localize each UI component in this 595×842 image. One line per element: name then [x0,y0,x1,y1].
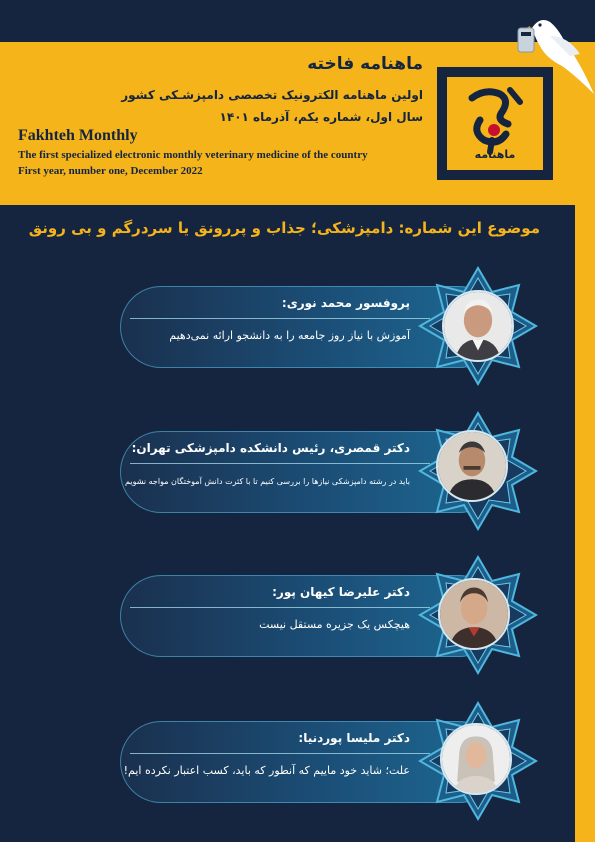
portrait-photo [440,723,512,795]
persian-subtitle: اولین ماهنامه الکترونیک تخصصی دامپزشـکی کشور [121,88,423,102]
card-person-name: دکتر قمصری، رئیس دانشکده دامپزشکی تهران: [131,441,410,455]
persian-issue-info: سال اول، شماره یکم، آذرماه ۱۴۰۱ [219,110,423,124]
card-divider [130,753,430,754]
portrait-photo [438,578,510,650]
card-person-name: پروفسور محمد نوری: [281,296,410,310]
english-issue-info: First year, number one, December 2022 [18,165,203,177]
card-divider [130,318,430,319]
card-quote: باید در رشته دامپزشکی نیازها را بررسی کنیم تا با کثرت دانش آموختگان مواجه نشویم [125,477,410,486]
card-person-name: دکتر علیرضا کیهان پور: [272,585,410,599]
english-subtitle: The first specialized electronic monthly veterinary medicine of the country [18,149,368,161]
issue-topic-heading: موضوع این شماره: دامپزشکی؛ جذاب و پررونق یا سردرگم و بی رونق [28,219,540,237]
card-person-name: دکتر ملیسا پوردنیا: [298,731,410,745]
card-divider [130,463,430,464]
card-quote: علت؛ شاید خود ماییم که آنطور که باید، کسب اعتبار نکرده ایم! [123,764,410,777]
dove-icon [510,6,595,98]
logo-label: ماهنامه [474,148,516,161]
card-quote: هیچکس یک جزیره مستقل نیست [259,618,410,631]
english-magazine-title: Fakhteh Monthly [18,127,138,144]
card-divider [130,607,430,608]
portrait-photo [436,430,508,502]
card-quote: آموزش با نیاز روز جامعه را به دانشجو ارائه نمی‌دهیم [169,329,410,342]
portrait-photo [442,290,514,362]
persian-magazine-title: ماهنامه فاخته [307,54,423,74]
top-navy-band [0,0,595,42]
